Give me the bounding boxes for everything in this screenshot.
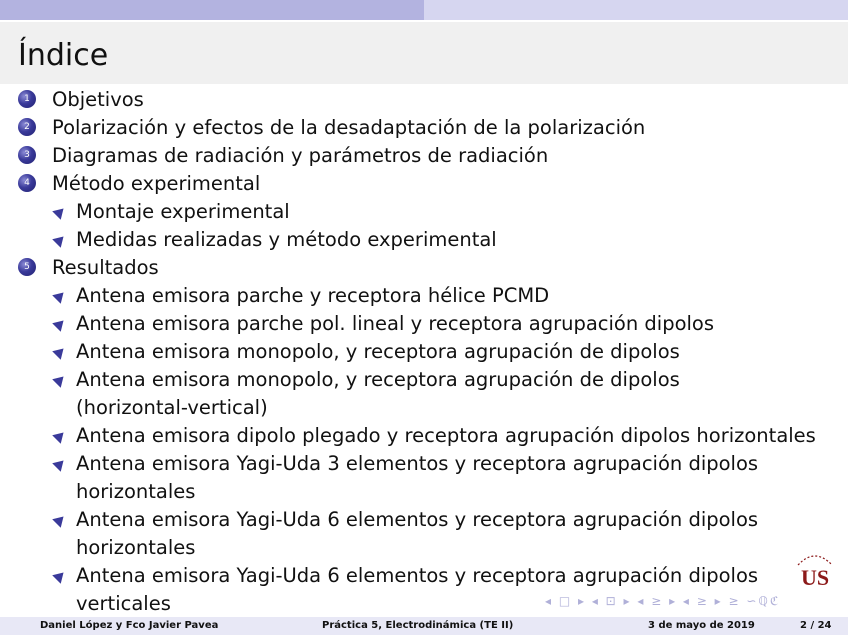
toc-section-1[interactable] <box>18 86 144 114</box>
toc-section-label: Objetivos <box>52 88 144 111</box>
toc-section-label: Diagramas de radiación y parámetros de radiación <box>52 144 549 167</box>
logo-text: US <box>800 565 830 590</box>
beamer-navigation-symbols[interactable]: ◂ □ ▸ ◂ ⊡ ▸ ◂ ≥ ▸ ◂ ≥ ▸ ≥ ∽ℚℭ <box>545 594 781 608</box>
toc-section-5[interactable] <box>18 254 159 282</box>
footer-bar <box>0 617 848 635</box>
toc-subsection-5-1[interactable] <box>54 282 549 310</box>
toc-subsection-label: Medidas realizadas y método experimental <box>76 228 497 251</box>
toc-section-2[interactable] <box>18 114 645 142</box>
toc-subsection-5-7[interactable] <box>54 506 758 562</box>
footer-date: 3 de mayo de 2019 <box>648 620 755 631</box>
bullet-triangle-icon <box>52 568 68 584</box>
toc-subsection-label: Antena emisora monopolo, y receptora agrupación de dipolos <box>76 368 680 391</box>
footer-page-number: 2 / 24 <box>800 620 832 631</box>
bullet-triangle-icon <box>52 456 68 472</box>
footer-authors: Daniel López y Fco Javier Pavea <box>40 620 219 631</box>
toc-subsection-label-cont: horizontales <box>76 480 196 503</box>
bullet-triangle-icon <box>52 204 68 220</box>
toc-subsection-4-2[interactable] <box>54 226 497 254</box>
bullet-triangle-icon <box>52 288 68 304</box>
toc-subsection-label-cont: (horizontal-vertical) <box>76 396 268 419</box>
toc-subsection-label-cont: horizontales <box>76 536 196 559</box>
bullet-triangle-icon <box>52 316 68 332</box>
header-bar-right <box>424 0 848 20</box>
section-number-ball: 2 <box>18 118 36 136</box>
toc-section-label: Polarización y efectos de la desadaptación de la polarización <box>52 116 646 139</box>
bullet-triangle-icon <box>52 344 68 360</box>
header-bar-left <box>0 0 424 20</box>
toc-section-4[interactable] <box>18 170 260 198</box>
toc-subsection-5-4[interactable] <box>54 366 680 422</box>
section-number-ball: 5 <box>18 258 36 276</box>
frame-title-bar <box>0 22 848 84</box>
toc-subsection-label: Montaje experimental <box>76 200 290 223</box>
toc-subsection-label: Antena emisora Yagi-Uda 6 elementos y receptora agrupación dipolos <box>76 508 759 531</box>
frame-title: Índice <box>18 38 109 73</box>
toc-subsection-5-8[interactable] <box>54 562 758 618</box>
toc-section-label: Resultados <box>52 256 159 279</box>
toc-subsection-5-5[interactable] <box>54 422 816 450</box>
bullet-triangle-icon <box>52 372 68 388</box>
university-logo <box>790 545 840 595</box>
toc-subsection-5-6[interactable] <box>54 450 758 506</box>
toc-subsection-label: Antena emisora parche pol. lineal y receptora agrupación dipolos <box>76 312 715 335</box>
toc-section-3[interactable] <box>18 142 548 170</box>
toc-subsection-label: Antena emisora Yagi-Uda 6 elementos y receptora agrupación dipolos <box>76 564 759 587</box>
toc-section-label: Método experimental <box>52 172 261 195</box>
section-number-ball: 3 <box>18 146 36 164</box>
section-number-ball: 1 <box>18 90 36 108</box>
toc-subsection-label-cont: verticales <box>76 592 171 615</box>
bullet-triangle-icon <box>52 512 68 528</box>
toc-subsection-4-1[interactable] <box>54 198 290 226</box>
bullet-triangle-icon <box>52 232 68 248</box>
header-navigation-bar <box>0 0 848 20</box>
toc-subsection-5-2[interactable] <box>54 310 714 338</box>
section-number-ball: 4 <box>18 174 36 192</box>
footer-title: Práctica 5, Electrodinámica (TE II) <box>322 620 514 631</box>
toc-subsection-label: Antena emisora Yagi-Uda 3 elementos y receptora agrupación dipolos <box>76 452 759 475</box>
toc-subsection-label: Antena emisora parche y receptora hélice PCMD <box>76 284 550 307</box>
bullet-triangle-icon <box>52 428 68 444</box>
toc-subsection-5-3[interactable] <box>54 338 680 366</box>
toc-subsection-label: Antena emisora monopolo, y receptora agrupación de dipolos <box>76 340 680 363</box>
toc-subsection-label: Antena emisora dipolo plegado y receptora agrupación dipolos horizontales <box>76 424 816 447</box>
